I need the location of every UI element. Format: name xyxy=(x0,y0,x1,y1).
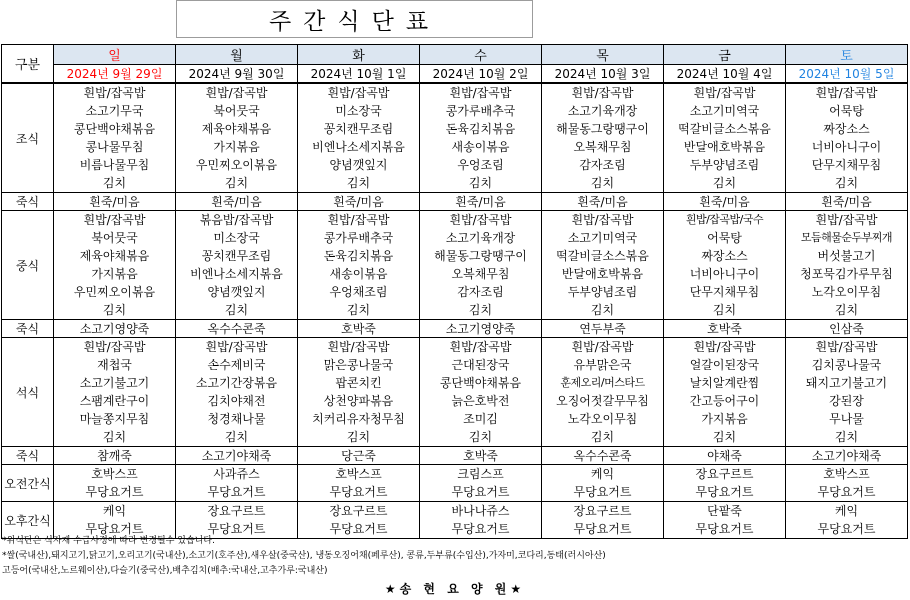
menu-item: 팝콘치킨 xyxy=(335,376,382,390)
day-header: 수 xyxy=(420,45,542,65)
menu-cell xyxy=(542,83,664,193)
menu-cell xyxy=(298,211,420,320)
menu-item: 두부양념조림 xyxy=(567,285,638,299)
porridge-cell: 소고기영양죽 xyxy=(420,320,542,338)
menu-item: 무당요거트 xyxy=(817,522,876,536)
date-header: 2024년 10월 1일 xyxy=(298,65,420,84)
menu-item: 오징어젓갈무무침 xyxy=(556,394,649,408)
menu-item: 간고등어구이 xyxy=(689,394,760,408)
menu-item: 조미김 xyxy=(463,412,498,426)
day-header: 토 xyxy=(786,45,908,65)
menu-item: 북어뭇국 xyxy=(91,231,138,245)
meal-row-porridge2 xyxy=(2,320,908,338)
menu-cell xyxy=(298,83,420,193)
menu-item: 오복채무침 xyxy=(573,140,632,154)
menu-item: 우엉채조림 xyxy=(329,285,388,299)
menu-item: 콩가루배추국 xyxy=(323,231,394,245)
porridge-cell: 소고기야채죽 xyxy=(786,447,908,465)
menu-item: 김치 xyxy=(346,176,371,190)
menu-cell xyxy=(664,502,786,539)
menu-item: 김치 xyxy=(712,176,737,190)
menu-item: 돈육김치볶음 xyxy=(445,122,516,136)
menu-item: 흰밥/잡곡밥/국수 xyxy=(685,213,764,226)
menu-item: 흰밥/잡곡밥 xyxy=(571,340,634,354)
menu-cell xyxy=(176,465,298,502)
menu-item: 무당요거트 xyxy=(451,485,510,499)
meal-row-pm_snack xyxy=(2,502,908,539)
menu-cell xyxy=(542,502,664,539)
menu-cell xyxy=(542,465,664,502)
menu-item: 늙은호박전 xyxy=(451,394,510,408)
menu-item: 어묵탕 xyxy=(707,231,742,245)
menu-item: 무당요거트 xyxy=(329,522,388,536)
menu-item: 돼지고기불고기 xyxy=(805,376,888,390)
menu-item: 마늘쫑지무침 xyxy=(79,412,150,426)
menu-item: 미소장국 xyxy=(335,104,382,118)
menu-item: 무당요거트 xyxy=(695,485,754,499)
menu-item: 재첩국 xyxy=(97,358,132,372)
menu-item: 단무지채무침 xyxy=(811,158,882,172)
porridge-cell: 호박죽 xyxy=(420,447,542,465)
menu-cell xyxy=(176,211,298,320)
menu-item: 크림스프 xyxy=(457,467,504,481)
menu-item: 콩나물무침 xyxy=(85,140,144,154)
menu-item: 가지볶음 xyxy=(91,267,138,281)
menu-cell xyxy=(786,83,908,193)
menu-item: 치커리유자청무침 xyxy=(312,412,405,426)
menu-item: 장요구르트 xyxy=(207,504,266,518)
date-header: 2024년 10월 3일 xyxy=(542,65,664,84)
menu-item: 날치알계란찜 xyxy=(689,376,760,390)
menu-item: 오복채무침 xyxy=(451,267,510,281)
menu-item: 짜장소스 xyxy=(701,249,748,263)
menu-item: 제육야채볶음 xyxy=(201,122,272,136)
menu-item: 무당요거트 xyxy=(207,485,266,499)
menu-item: 김치 xyxy=(590,303,615,317)
menu-item: 장요구르트 xyxy=(329,504,388,518)
date-header: 2024년 9월 29일 xyxy=(54,65,176,84)
meal-label: 석식 xyxy=(2,338,54,447)
menu-item: 소고기육개장 xyxy=(567,104,638,118)
menu-item: 김치 xyxy=(224,176,249,190)
menu-item: 너비아니구이 xyxy=(811,140,882,154)
porridge-cell: 흰죽/미음 xyxy=(298,193,420,211)
menu-item: 김치 xyxy=(346,303,371,317)
menu-item: 소고기무국 xyxy=(85,104,144,118)
menu-item: 흰밥/잡곡밥 xyxy=(449,340,512,354)
menu-item: 케익 xyxy=(834,504,859,518)
note-line: 고등어(국내산,노르웨이산),다슬기(중국산),배추김치(배추:국내산,고추가루:국내산) xyxy=(2,566,328,576)
note-line: *쌀(국내산),돼지고기,닭고기,오리고기(국내산),소고기(호주산),새우살(중국산), 냉동오징어채(페루산), 콩류,두부류(수입산),가자미,코다리,동태(러시아산) xyxy=(2,551,606,561)
meal-label: 오후간식 xyxy=(2,502,54,539)
menu-item: 두부양념조림 xyxy=(689,158,760,172)
menu-item: 청경채나물 xyxy=(207,412,266,426)
menu-item: 흰밥/잡곡밥 xyxy=(327,340,390,354)
menu-item: 버섯불고기 xyxy=(817,249,876,263)
menu-item: 반달애호박볶음 xyxy=(683,140,766,154)
day-header: 금 xyxy=(664,45,786,65)
menu-item: 우민찌오이볶음 xyxy=(73,285,156,299)
menu-item: 강된장 xyxy=(829,394,864,408)
date-header: 2024년 10월 2일 xyxy=(420,65,542,84)
porridge-cell: 호박죽 xyxy=(664,320,786,338)
menu-item: 김치 xyxy=(346,430,371,444)
menu-cell xyxy=(664,83,786,193)
menu-cell xyxy=(54,211,176,320)
menu-cell xyxy=(298,502,420,539)
menu-item: 무당요거트 xyxy=(573,485,632,499)
menu-item: 가지볶음 xyxy=(213,140,260,154)
menu-item: 꽁치캔무조림 xyxy=(323,122,394,136)
meal-row-lunch xyxy=(2,211,908,320)
menu-item: 스팸계란구이 xyxy=(79,394,150,408)
meal-label: 중식 xyxy=(2,211,54,320)
menu-cell xyxy=(420,502,542,539)
day-header: 목 xyxy=(542,45,664,65)
menu-item: 근대된장국 xyxy=(451,358,510,372)
meal-label: 오전간식 xyxy=(2,465,54,502)
menu-item: 호박스프 xyxy=(823,467,870,481)
menu-item: 훈제오리/머스타드 xyxy=(560,376,645,389)
menu-cell xyxy=(786,502,908,539)
menu-table xyxy=(1,44,908,539)
menu-item: 김치 xyxy=(224,303,249,317)
menu-item: 꽁치캔무조림 xyxy=(201,249,272,263)
menu-item: 무당요거트 xyxy=(207,522,266,536)
menu-cell xyxy=(420,83,542,193)
menu-item: 무당요거트 xyxy=(817,485,876,499)
menu-item: 얼갈이된장국 xyxy=(689,358,760,372)
menu-cell xyxy=(542,211,664,320)
menu-item: 콩가루배추국 xyxy=(445,104,516,118)
menu-item: 케익 xyxy=(590,467,615,481)
gubun-header: 구분 xyxy=(2,45,54,84)
menu-item: 흰밥/잡곡밥 xyxy=(815,340,878,354)
meal-label: 죽식 xyxy=(2,320,54,338)
menu-cell xyxy=(176,502,298,539)
menu-item: 비엔나소세지볶음 xyxy=(190,267,283,281)
menu-item: 김치 xyxy=(712,303,737,317)
menu-item: 흰밥/잡곡밥 xyxy=(205,340,268,354)
porridge-cell: 인삼죽 xyxy=(786,320,908,338)
menu-item: 김치 xyxy=(468,303,493,317)
day-header: 화 xyxy=(298,45,420,65)
menu-item: 흰밥/잡곡밥 xyxy=(571,213,634,227)
porridge-cell: 흰죽/미음 xyxy=(542,193,664,211)
menu-item: 김치콩나물국 xyxy=(811,358,882,372)
meal-row-breakfast xyxy=(2,83,908,193)
menu-item: 김치 xyxy=(590,430,615,444)
menu-item: 해물동그랑땡구이 xyxy=(434,249,527,263)
porridge-cell: 참깨죽 xyxy=(54,447,176,465)
menu-cell xyxy=(786,338,908,447)
menu-item: 소고기간장볶음 xyxy=(195,376,278,390)
menu-cell xyxy=(664,465,786,502)
menu-cell xyxy=(54,465,176,502)
porridge-cell: 소고기야채죽 xyxy=(176,447,298,465)
title-area xyxy=(0,0,910,40)
menu-cell xyxy=(176,338,298,447)
header-days-row xyxy=(2,45,908,65)
menu-item: 양념깻잎지 xyxy=(207,285,266,299)
menu-item: 상천양파볶음 xyxy=(323,394,394,408)
menu-item: 사과쥬스 xyxy=(213,467,260,481)
menu-cell xyxy=(54,502,176,539)
meal-label: 죽식 xyxy=(2,193,54,211)
menu-item: 짜장소스 xyxy=(823,122,870,136)
menu-item: 단무지채무침 xyxy=(689,285,760,299)
date-header: 2024년 9월 30일 xyxy=(176,65,298,84)
menu-item: 손수제비국 xyxy=(207,358,266,372)
menu-item: 호박스프 xyxy=(91,467,138,481)
menu-item: 흰밥/잡곡밥 xyxy=(815,86,878,100)
menu-item: 돈육김치볶음 xyxy=(323,249,394,263)
menu-item: 어묵탕 xyxy=(829,104,864,118)
menu-item: 흰밥/잡곡밥 xyxy=(83,340,146,354)
menu-cell xyxy=(420,338,542,447)
menu-cell xyxy=(786,211,908,320)
menu-item: 무당요거트 xyxy=(329,485,388,499)
menu-item: 무당요거트 xyxy=(573,522,632,536)
menu-item: 모듬해물순두부찌개 xyxy=(800,231,893,244)
date-header: 2024년 10월 4일 xyxy=(664,65,786,84)
menu-item: 무당요거트 xyxy=(85,485,144,499)
menu-item: 장요구르트 xyxy=(573,504,632,518)
menu-item: 가지볶음 xyxy=(701,412,748,426)
note-line: *위식단은 식자재 수급사정에 따라 변경될수 있습니다. xyxy=(2,536,215,546)
meal-row-dinner xyxy=(2,338,908,447)
porridge-cell: 당근죽 xyxy=(298,447,420,465)
menu-item: 흰밥/잡곡밥 xyxy=(205,86,268,100)
menu-item: 우민찌오이볶음 xyxy=(195,158,278,172)
menu-item: 새송이볶음 xyxy=(451,140,510,154)
menu-item: 흰밥/잡곡밥 xyxy=(693,86,756,100)
menu-item: 김치야채전 xyxy=(207,394,266,408)
menu-item: 소고기미역국 xyxy=(689,104,760,118)
menu-cell xyxy=(542,338,664,447)
menu-item: 우엉조림 xyxy=(457,158,504,172)
menu-item: 무당요거트 xyxy=(695,522,754,536)
menu-item: 무나물 xyxy=(829,412,864,426)
menu-cell xyxy=(664,211,786,320)
menu-item: 해물동그랑땡구이 xyxy=(556,122,649,136)
menu-item: 김치 xyxy=(834,430,859,444)
porridge-cell: 소고기영양죽 xyxy=(54,320,176,338)
menu-cell xyxy=(420,211,542,320)
menu-item: 김치 xyxy=(834,176,859,190)
menu-item: 청포묵김가루무침 xyxy=(800,267,893,281)
porridge-cell: 흰죽/미음 xyxy=(420,193,542,211)
menu-item: 흰밥/잡곡밥 xyxy=(83,213,146,227)
menu-item: 호박스프 xyxy=(335,467,382,481)
menu-item: 단팥죽 xyxy=(707,504,742,518)
menu-cell xyxy=(176,83,298,193)
porridge-cell: 호박죽 xyxy=(298,320,420,338)
menu-item: 김치 xyxy=(224,430,249,444)
menu-item: 케익 xyxy=(102,504,127,518)
menu-cell xyxy=(786,465,908,502)
menu-item: 김치 xyxy=(590,176,615,190)
menu-item: 맑은콩나물국 xyxy=(323,358,394,372)
porridge-cell: 흰죽/미음 xyxy=(176,193,298,211)
porridge-cell: 야채죽 xyxy=(664,447,786,465)
menu-item: 흰밥/잡곡밥 xyxy=(449,86,512,100)
menu-item: 양념깻잎지 xyxy=(329,158,388,172)
porridge-cell: 흰죽/미음 xyxy=(664,193,786,211)
page-title: 주간식단표 xyxy=(176,0,533,38)
menu-cell xyxy=(420,465,542,502)
menu-item: 너비아니구이 xyxy=(689,267,760,281)
meal-row-porridge3 xyxy=(2,447,908,465)
menu-item: 바나나쥬스 xyxy=(451,504,510,518)
menu-item: 제육야채볶음 xyxy=(79,249,150,263)
meal-label: 조식 xyxy=(2,83,54,193)
header-dates-row xyxy=(2,65,908,84)
menu-item: 흰밥/잡곡밥 xyxy=(693,340,756,354)
menu-item: 김치 xyxy=(468,430,493,444)
menu-cell xyxy=(298,338,420,447)
menu-item: 볶음밥/잡곡밥 xyxy=(199,213,274,227)
menu-item: 흰밥/잡곡밥 xyxy=(327,86,390,100)
menu-cell xyxy=(664,338,786,447)
menu-item: 콩단백야채볶음 xyxy=(439,376,522,390)
day-header: 일 xyxy=(54,45,176,65)
menu-item: 흰밥/잡곡밥 xyxy=(83,86,146,100)
menu-item: 소고기육개장 xyxy=(445,231,516,245)
menu-item: 김치 xyxy=(102,430,127,444)
menu-item: 흰밥/잡곡밥 xyxy=(571,86,634,100)
menu-item: 유부맑은국 xyxy=(573,358,632,372)
menu-item: 노각오이무침 xyxy=(567,412,638,426)
menu-item: 김치 xyxy=(834,303,859,317)
menu-cell xyxy=(298,465,420,502)
porridge-cell: 옥수수콘죽 xyxy=(542,447,664,465)
menu-cell xyxy=(54,83,176,193)
menu-item: 김치 xyxy=(712,430,737,444)
porridge-cell: 연두부죽 xyxy=(542,320,664,338)
menu-item: 새송이볶음 xyxy=(329,267,388,281)
menu-item: 김치 xyxy=(102,303,127,317)
menu-item: 미소장국 xyxy=(213,231,260,245)
menu-item: 흰밥/잡곡밥 xyxy=(815,213,878,227)
menu-item: 떡갈비글소스볶음 xyxy=(678,122,771,136)
menu-item: 무당요거트 xyxy=(85,522,144,536)
date-header: 2024년 10월 5일 xyxy=(786,65,908,84)
porridge-cell: 흰죽/미음 xyxy=(786,193,908,211)
menu-item: 장요구르트 xyxy=(695,467,754,481)
menu-item: 흰밥/잡곡밥 xyxy=(327,213,390,227)
meal-row-am_snack xyxy=(2,465,908,502)
meal-row-porridge1 xyxy=(2,193,908,211)
porridge-cell: 옥수수콘죽 xyxy=(176,320,298,338)
menu-item: 비엔나소세지볶음 xyxy=(312,140,405,154)
menu-item: 노각오이무침 xyxy=(811,285,882,299)
menu-cell xyxy=(54,338,176,447)
menu-item: 소고기미역국 xyxy=(567,231,638,245)
meal-label: 죽식 xyxy=(2,447,54,465)
notes xyxy=(2,534,907,579)
menu-item: 김치 xyxy=(102,176,127,190)
day-header: 월 xyxy=(176,45,298,65)
porridge-cell: 흰죽/미음 xyxy=(54,193,176,211)
menu-item: 콩단백야채볶음 xyxy=(73,122,156,136)
menu-item: 소고기불고기 xyxy=(79,376,150,390)
menu-item: 무당요거트 xyxy=(451,522,510,536)
menu-item: 떡갈비글소스볶음 xyxy=(556,249,649,263)
menu-item: 흰밥/잡곡밥 xyxy=(449,213,512,227)
menu-item: 북어뭇국 xyxy=(213,104,260,118)
menu-item: 김치 xyxy=(468,176,493,190)
menu-item: 감자조림 xyxy=(579,158,626,172)
menu-item: 감자조림 xyxy=(457,285,504,299)
footer-facility-name: ★송 현 요 양 원★ xyxy=(384,582,526,596)
menu-item: 비름나물무침 xyxy=(79,158,150,172)
menu-item: 반달애호박볶음 xyxy=(561,267,644,281)
